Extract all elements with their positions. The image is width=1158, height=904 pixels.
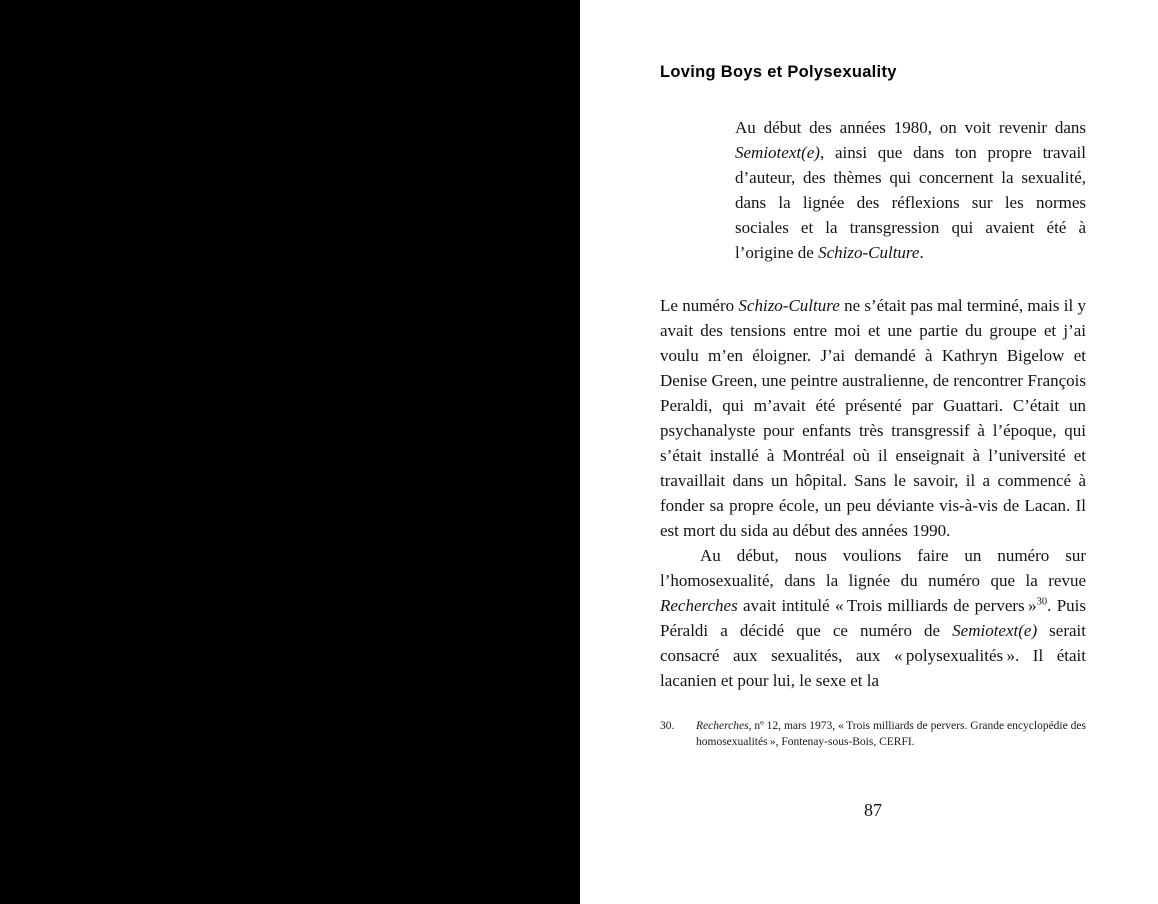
page-number: 87 — [864, 800, 882, 820]
chapter-heading: Loving Boys et Polysexuality — [660, 63, 897, 81]
footnote — [660, 719, 1086, 750]
book-page — [580, 0, 1158, 904]
footnote-number: 30. — [660, 720, 675, 732]
interviewer-question: Au début des années 1980, on voit revenir dans Semiotext(e), ainsi que dans ton propre travail d’auteur, des thèmes qui concernent la sexualité, dans la lignée des réflexions sur les normes sociales et la transgression qui avaient été à l’origine de Schizo-Culture. — [735, 118, 1086, 262]
body-paragraph-2: Au début, nous voulions faire un numéro sur l’homosexualité, dans la lignée du numéro que la revue Recherches avait intitulé « Trois milliards de pervers »$^{30}$. Puis Péraldi a décidé que ce numéro de Semiotext(e) serait consacré aux sexualités, aux « polysexualités ». Il était lacanien et pour lui, le sexe et la — [660, 546, 1086, 690]
footnote-text: Recherches, nº 12, mars 1973, « Trois milliards de pervers. Grande encyclopédie des homosexualités », Fontenay-sous-Bois, CERFI. — [696, 720, 1086, 748]
body-paragraph-1: Le numéro Schizo-Culture ne s’était pas mal terminé, mais il y avait des tensions entre moi et une partie du groupe et j’ai voulu m’en éloigner. J’ai demandé à Kathryn Bigelow et Denise Green, une peintre australienne, de rencontrer François Peraldi, qui m’avait été présenté par Guattari. C’était un psychanalyste pour enfants très transgressif à l’époque, qui s’était installé à Montréal où il enseignait à l’université et travaillait dans un hôpital. Sans le savoir, il a commencé à fonder sa propre école, un peu déviante vis-à-vis de Lacan. Il est mort du sida au début des années 1990. — [660, 296, 1086, 540]
